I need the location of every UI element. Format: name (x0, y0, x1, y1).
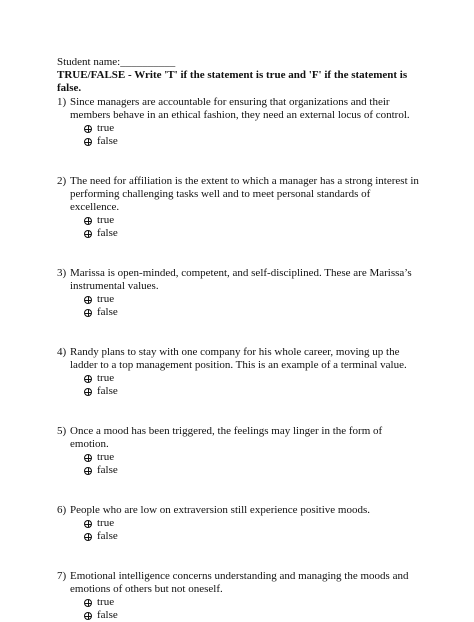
answer-options (57, 517, 419, 543)
question-row (57, 96, 419, 122)
question-list (57, 96, 419, 622)
option-label: false (97, 227, 118, 239)
question-text: Randy plans to stay with one company for his whole career, moving up the ladder to a top management position. This is an example of a terminal value. (70, 346, 407, 371)
answer-options (57, 214, 419, 240)
question-row (57, 267, 419, 293)
answer-options (57, 596, 419, 622)
question-text: People who are low on extraversion still experience positive moods. (70, 504, 370, 516)
radio-crosshair-icon[interactable] (84, 217, 92, 225)
question-item (57, 175, 419, 240)
answer-options (57, 122, 419, 148)
radio-crosshair-icon[interactable] (84, 599, 92, 607)
radio-crosshair-icon[interactable] (84, 520, 92, 528)
option-label: false (97, 609, 118, 621)
option-label: false (97, 385, 118, 397)
question-number: 5) (57, 425, 67, 437)
option-true[interactable] (84, 214, 419, 227)
question-text: The need for affiliation is the extent to which a manager has a strong interest in performing challenging tasks well and to meet personal standards of excellence. (70, 175, 419, 213)
option-false[interactable] (84, 306, 419, 319)
radio-crosshair-icon[interactable] (84, 533, 92, 541)
option-true[interactable] (84, 517, 419, 530)
radio-crosshair-icon[interactable] (84, 375, 92, 383)
question-text: Since managers are accountable for ensuring that organizations and their members behave in an ethical fashion, they need an external locus of control. (70, 96, 410, 121)
student-name-line: Student name:__________ (57, 56, 176, 68)
question-text: Once a mood has been triggered, the feelings may linger in the form of emotion. (70, 425, 383, 450)
question-row (57, 570, 419, 596)
question-item (57, 346, 419, 398)
radio-crosshair-icon[interactable] (84, 138, 92, 146)
option-label: false (97, 464, 118, 476)
option-false[interactable] (84, 385, 419, 398)
option-true[interactable] (84, 596, 419, 609)
question-number: 7) (57, 570, 67, 582)
radio-crosshair-icon[interactable] (84, 230, 92, 238)
question-row (57, 346, 419, 372)
radio-crosshair-icon[interactable] (84, 454, 92, 462)
radio-crosshair-icon[interactable] (84, 296, 92, 304)
option-true[interactable] (84, 451, 419, 464)
option-label: false (97, 135, 118, 147)
option-true[interactable] (84, 122, 419, 135)
option-false[interactable] (84, 135, 419, 148)
option-label: true (97, 372, 115, 384)
question-item (57, 504, 419, 543)
option-false[interactable] (84, 530, 419, 543)
option-false[interactable] (84, 227, 419, 240)
question-item (57, 96, 419, 148)
answer-options (57, 372, 419, 398)
option-true[interactable] (84, 293, 419, 306)
radio-crosshair-icon[interactable] (84, 388, 92, 396)
question-item (57, 425, 419, 477)
answer-options (57, 451, 419, 477)
question-number: 3) (57, 267, 67, 279)
option-label: false (97, 530, 118, 542)
question-number: 4) (57, 346, 67, 358)
option-label: true (97, 451, 115, 463)
radio-crosshair-icon[interactable] (84, 125, 92, 133)
option-label: true (97, 596, 115, 608)
worksheet-page (57, 56, 419, 622)
question-text: Marissa is open-minded, competent, and self-disciplined. These are Marissa’s instrumental values. (70, 267, 412, 292)
instructions-heading: TRUE/FALSE - Write 'T' if the statement is true and 'F' if the statement is false. (57, 69, 408, 94)
option-label: true (97, 517, 115, 529)
option-false[interactable] (84, 609, 419, 622)
radio-crosshair-icon[interactable] (84, 467, 92, 475)
answer-options (57, 293, 419, 319)
question-number: 1) (57, 96, 67, 108)
option-label: true (97, 293, 115, 305)
option-label: true (97, 122, 115, 134)
option-label: false (97, 306, 118, 318)
question-number: 6) (57, 504, 67, 516)
question-row (57, 175, 419, 214)
question-text: Emotional intelligence concerns understanding and managing the moods and emotions of others but not oneself. (70, 570, 409, 595)
question-row (57, 504, 419, 517)
option-true[interactable] (84, 372, 419, 385)
question-row (57, 425, 419, 451)
question-item (57, 570, 419, 622)
radio-crosshair-icon[interactable] (84, 309, 92, 317)
question-number: 2) (57, 175, 67, 187)
option-label: true (97, 214, 115, 226)
option-false[interactable] (84, 464, 419, 477)
question-item (57, 267, 419, 319)
